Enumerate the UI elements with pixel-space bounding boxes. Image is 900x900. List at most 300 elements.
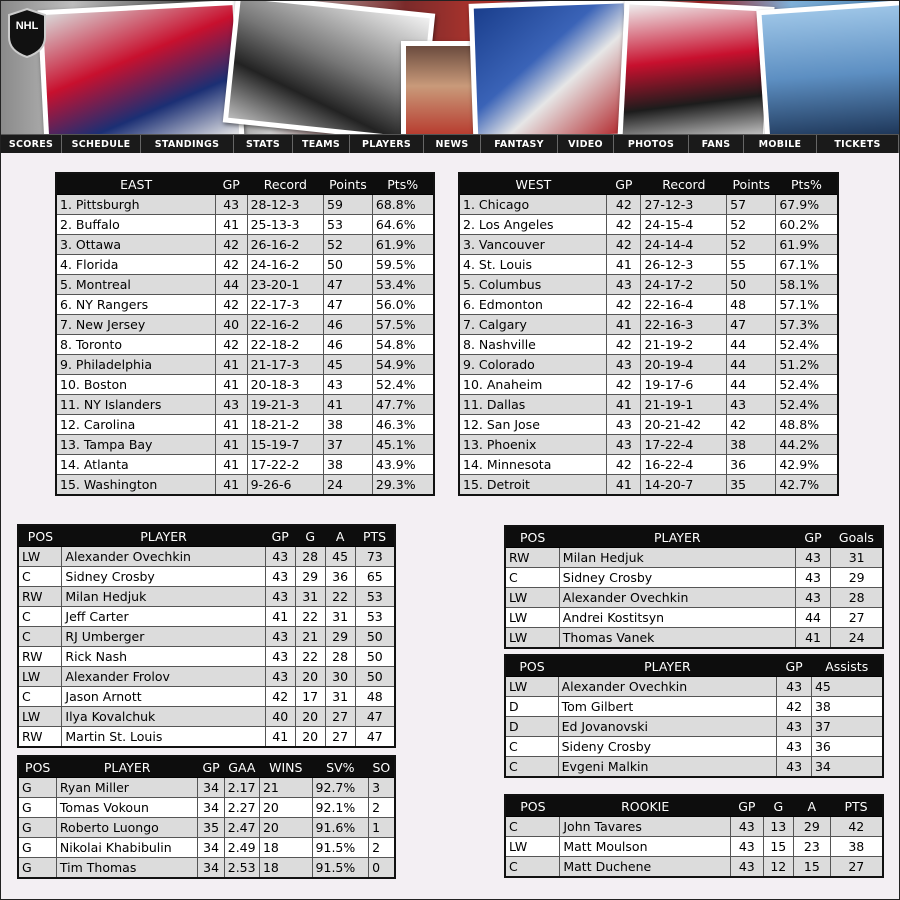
table-cell: 43 bbox=[265, 587, 295, 607]
table-cell: Matt Moulson bbox=[560, 837, 731, 857]
table-cell: Tim Thomas bbox=[56, 858, 198, 879]
table-cell: 64.6% bbox=[372, 215, 434, 235]
table-row bbox=[505, 837, 883, 857]
table-cell: 48 bbox=[355, 687, 395, 707]
points-header-pos: POS bbox=[18, 525, 62, 547]
table-cell: 61.9% bbox=[776, 235, 838, 255]
nav-fans[interactable]: FANS bbox=[689, 135, 744, 153]
table-cell: 23 bbox=[794, 837, 831, 857]
table-cell: 18 bbox=[259, 858, 312, 879]
table-cell: Ryan Miller bbox=[56, 778, 198, 798]
table-cell: 42 bbox=[607, 335, 641, 355]
table-row bbox=[18, 607, 395, 627]
points-header-pts: PTS bbox=[355, 525, 395, 547]
table-cell: 41 bbox=[265, 607, 295, 627]
nav-video[interactable]: VIDEO bbox=[558, 135, 614, 153]
table-row bbox=[505, 757, 883, 778]
table-row bbox=[18, 647, 395, 667]
west-header-pts-: Pts% bbox=[776, 173, 838, 195]
table-cell: 12. San Jose bbox=[459, 415, 607, 435]
table-row bbox=[18, 547, 395, 567]
table-cell: 50 bbox=[727, 275, 776, 295]
table-row bbox=[459, 455, 838, 475]
nav-players[interactable]: PLAYERS bbox=[350, 135, 424, 153]
west-header-gp: GP bbox=[607, 173, 641, 195]
table-cell: 34 bbox=[198, 778, 224, 798]
svg-text:NHL: NHL bbox=[15, 20, 39, 32]
table-cell: 7. New Jersey bbox=[56, 315, 215, 335]
table-cell: LW bbox=[505, 837, 560, 857]
table-row bbox=[18, 567, 395, 587]
table-cell: 46 bbox=[324, 335, 373, 355]
table-cell: 52 bbox=[324, 235, 373, 255]
table-cell: 28-12-3 bbox=[247, 195, 323, 215]
east-header-record: Record bbox=[247, 173, 323, 195]
table-cell: 34 bbox=[198, 798, 224, 818]
table-cell: LW bbox=[18, 707, 62, 727]
table-row bbox=[56, 475, 434, 496]
table-cell: 38 bbox=[727, 435, 776, 455]
table-cell: 42 bbox=[607, 295, 641, 315]
table-cell: 4. St. Louis bbox=[459, 255, 607, 275]
table-cell: 10. Boston bbox=[56, 375, 215, 395]
table-cell: 43 bbox=[777, 737, 812, 757]
nav-standings[interactable]: STANDINGS bbox=[141, 135, 234, 153]
table-cell: C bbox=[505, 737, 558, 757]
table-cell: 3 bbox=[369, 778, 395, 798]
table-cell: 43 bbox=[727, 395, 776, 415]
player-photo bbox=[469, 1, 634, 134]
nav-news[interactable]: NEWS bbox=[424, 135, 481, 153]
table-cell: C bbox=[18, 627, 62, 647]
table-row bbox=[56, 355, 434, 375]
table-cell: 2.27 bbox=[224, 798, 259, 818]
table-cell: 2 bbox=[369, 838, 395, 858]
table-cell: 42 bbox=[830, 817, 883, 837]
table-cell: 27 bbox=[325, 727, 355, 748]
nav-tickets[interactable]: TICKETS bbox=[817, 135, 899, 153]
table-cell: 42 bbox=[777, 697, 812, 717]
table-cell: 44 bbox=[215, 275, 247, 295]
table-cell: 45 bbox=[811, 677, 883, 697]
west-standings-table bbox=[458, 172, 839, 496]
table-cell: 11. NY Islanders bbox=[56, 395, 215, 415]
table-cell: 22 bbox=[295, 607, 325, 627]
table-row bbox=[18, 627, 395, 647]
table-cell: 53 bbox=[355, 607, 395, 627]
table-row bbox=[505, 737, 883, 757]
table-cell: Martin St. Louis bbox=[62, 727, 265, 748]
table-cell: Alexander Ovechkin bbox=[62, 547, 265, 567]
table-cell: 54.8% bbox=[372, 335, 434, 355]
table-row bbox=[18, 727, 395, 748]
table-cell: 54.9% bbox=[372, 355, 434, 375]
goalies-header-wins: WINS bbox=[259, 756, 312, 778]
table-cell: 42.7% bbox=[776, 475, 838, 496]
table-row bbox=[459, 335, 838, 355]
table-cell: 41 bbox=[215, 435, 247, 455]
table-cell: John Tavares bbox=[560, 817, 731, 837]
goal-leaders-table bbox=[504, 525, 884, 649]
table-cell: 13. Tampa Bay bbox=[56, 435, 215, 455]
table-cell: LW bbox=[18, 667, 62, 687]
table-cell: 29 bbox=[295, 567, 325, 587]
table-cell: Thomas Vanek bbox=[559, 628, 795, 649]
table-cell: Alexander Ovechkin bbox=[559, 588, 795, 608]
goalies-header-gaa: GAA bbox=[224, 756, 259, 778]
table-cell: 20 bbox=[295, 667, 325, 687]
table-cell: 46.3% bbox=[372, 415, 434, 435]
table-row bbox=[459, 215, 838, 235]
table-cell: 38 bbox=[811, 697, 883, 717]
table-cell: 2.47 bbox=[224, 818, 259, 838]
table-row bbox=[505, 608, 883, 628]
table-row bbox=[505, 568, 883, 588]
east-header-gp: GP bbox=[215, 173, 247, 195]
table-cell: 42 bbox=[607, 235, 641, 255]
table-row bbox=[18, 858, 395, 879]
table-cell: 18-21-2 bbox=[247, 415, 323, 435]
table-cell: 13. Phoenix bbox=[459, 435, 607, 455]
table-cell: 29 bbox=[325, 627, 355, 647]
table-cell: 55 bbox=[727, 255, 776, 275]
table-cell: 26-16-2 bbox=[247, 235, 323, 255]
table-cell: 2.49 bbox=[224, 838, 259, 858]
table-cell: 14. Atlanta bbox=[56, 455, 215, 475]
table-cell: 42 bbox=[607, 375, 641, 395]
table-cell: 22-16-2 bbox=[247, 315, 323, 335]
assists-header-player: PLAYER bbox=[558, 655, 777, 677]
west-header-west: WEST bbox=[459, 173, 607, 195]
table-cell: 44.2% bbox=[776, 435, 838, 455]
table-cell: 48.8% bbox=[776, 415, 838, 435]
table-cell: 47 bbox=[324, 295, 373, 315]
table-cell: 50 bbox=[355, 627, 395, 647]
table-cell: 42 bbox=[727, 415, 776, 435]
table-row bbox=[56, 195, 434, 215]
table-cell: 52.4% bbox=[372, 375, 434, 395]
table-cell: 41 bbox=[607, 475, 641, 496]
table-cell: 41 bbox=[795, 628, 831, 649]
table-cell: 42.9% bbox=[776, 455, 838, 475]
table-row bbox=[459, 415, 838, 435]
table-cell: 43 bbox=[324, 375, 373, 395]
table-cell: 20 bbox=[295, 707, 325, 727]
table-cell: 36 bbox=[727, 455, 776, 475]
table-cell: C bbox=[18, 567, 62, 587]
table-cell: 41 bbox=[215, 215, 247, 235]
table-cell: 61.9% bbox=[372, 235, 434, 255]
table-cell: 20-19-4 bbox=[641, 355, 727, 375]
table-cell: 67.9% bbox=[776, 195, 838, 215]
points-leaders-table bbox=[17, 524, 396, 748]
table-cell: 43 bbox=[731, 817, 764, 837]
table-cell: Jeff Carter bbox=[62, 607, 265, 627]
table-cell: 1. Chicago bbox=[459, 195, 607, 215]
table-cell: 31 bbox=[831, 548, 883, 568]
table-cell: 1. Pittsburgh bbox=[56, 195, 215, 215]
table-cell: 43 bbox=[215, 195, 247, 215]
table-cell: 52.4% bbox=[776, 375, 838, 395]
table-cell: Tomas Vokoun bbox=[56, 798, 198, 818]
table-cell: 38 bbox=[830, 837, 883, 857]
east-header-pts-: Pts% bbox=[372, 173, 434, 195]
table-cell: C bbox=[505, 757, 558, 778]
table-cell: Ilya Kovalchuk bbox=[62, 707, 265, 727]
table-cell: 5. Montreal bbox=[56, 275, 215, 295]
table-cell: 43 bbox=[265, 567, 295, 587]
table-cell: 17 bbox=[295, 687, 325, 707]
table-cell: Tom Gilbert bbox=[558, 697, 777, 717]
assists-header-gp: GP bbox=[777, 655, 812, 677]
points-header-a: A bbox=[325, 525, 355, 547]
table-cell: RJ Umberger bbox=[62, 627, 265, 647]
table-cell: 43 bbox=[607, 275, 641, 295]
table-cell: Ed Jovanovski bbox=[558, 717, 777, 737]
table-cell: 37 bbox=[324, 435, 373, 455]
table-cell: 45 bbox=[324, 355, 373, 375]
table-row bbox=[56, 295, 434, 315]
table-cell: 19-17-6 bbox=[641, 375, 727, 395]
table-cell: 17-22-4 bbox=[641, 435, 727, 455]
nav-fantasy[interactable]: FANTASY bbox=[481, 135, 558, 153]
table-cell: 43.9% bbox=[372, 455, 434, 475]
table-cell: 4. Florida bbox=[56, 255, 215, 275]
table-cell: 57.3% bbox=[776, 315, 838, 335]
table-cell: 15 bbox=[794, 857, 831, 878]
rookies-header-a: A bbox=[794, 795, 831, 817]
table-row bbox=[18, 667, 395, 687]
table-cell: 41 bbox=[215, 375, 247, 395]
table-cell: 68.8% bbox=[372, 195, 434, 215]
table-row bbox=[56, 395, 434, 415]
table-row bbox=[56, 235, 434, 255]
table-cell: 24-17-2 bbox=[641, 275, 727, 295]
table-cell: 42 bbox=[607, 455, 641, 475]
table-cell: 2. Buffalo bbox=[56, 215, 215, 235]
table-cell: 91.5% bbox=[312, 838, 369, 858]
table-cell: G bbox=[18, 798, 56, 818]
table-cell: 20 bbox=[295, 727, 325, 748]
goalies-header-so: SO bbox=[369, 756, 395, 778]
table-cell: Sideny Crosby bbox=[558, 737, 777, 757]
table-cell: 43 bbox=[731, 857, 764, 878]
table-cell: 3. Vancouver bbox=[459, 235, 607, 255]
east-standings-table bbox=[55, 172, 435, 496]
table-cell: 41 bbox=[607, 315, 641, 335]
table-row bbox=[18, 587, 395, 607]
table-cell: 41 bbox=[607, 255, 641, 275]
table-cell: 9. Colorado bbox=[459, 355, 607, 375]
table-cell: 27-12-3 bbox=[641, 195, 727, 215]
table-cell: 28 bbox=[831, 588, 883, 608]
player-photo bbox=[756, 1, 899, 134]
table-cell: 50 bbox=[355, 667, 395, 687]
table-cell: 38 bbox=[324, 415, 373, 435]
nav-stats[interactable]: STATS bbox=[234, 135, 293, 153]
table-cell: 37 bbox=[811, 717, 883, 737]
table-row bbox=[505, 857, 883, 878]
table-cell: 22 bbox=[295, 647, 325, 667]
table-cell: Evgeni Malkin bbox=[558, 757, 777, 778]
table-cell: 19-21-3 bbox=[247, 395, 323, 415]
table-row bbox=[56, 435, 434, 455]
table-cell: 42 bbox=[607, 215, 641, 235]
table-cell: 29.3% bbox=[372, 475, 434, 496]
table-row bbox=[56, 255, 434, 275]
table-cell: 14. Minnesota bbox=[459, 455, 607, 475]
table-row bbox=[505, 697, 883, 717]
goalie-leaders-table bbox=[17, 755, 396, 879]
table-cell: 35 bbox=[198, 818, 224, 838]
table-cell: Rick Nash bbox=[62, 647, 265, 667]
table-cell: D bbox=[505, 697, 558, 717]
table-cell: 46 bbox=[324, 315, 373, 335]
table-cell: 21-19-1 bbox=[641, 395, 727, 415]
table-cell: 41 bbox=[265, 727, 295, 748]
table-row bbox=[18, 798, 395, 818]
player-photo bbox=[37, 1, 244, 134]
table-row bbox=[56, 275, 434, 295]
table-row bbox=[56, 315, 434, 335]
points-header-g: G bbox=[295, 525, 325, 547]
nav-scores[interactable]: SCORES bbox=[1, 135, 62, 153]
table-row bbox=[18, 838, 395, 858]
table-cell: C bbox=[18, 607, 62, 627]
table-cell: 38 bbox=[324, 455, 373, 475]
table-cell: 9-26-6 bbox=[247, 475, 323, 496]
table-cell: LW bbox=[18, 547, 62, 567]
table-cell: Andrei Kostitsyn bbox=[559, 608, 795, 628]
table-cell: 67.1% bbox=[776, 255, 838, 275]
table-cell: 43 bbox=[265, 647, 295, 667]
table-cell: 16-22-4 bbox=[641, 455, 727, 475]
table-cell: LW bbox=[505, 608, 559, 628]
table-row bbox=[56, 415, 434, 435]
table-cell: 21 bbox=[259, 778, 312, 798]
table-row bbox=[505, 588, 883, 608]
table-row bbox=[505, 548, 883, 568]
table-cell: 43 bbox=[731, 837, 764, 857]
table-cell: C bbox=[18, 687, 62, 707]
table-cell: 22-16-4 bbox=[641, 295, 727, 315]
table-cell: 40 bbox=[265, 707, 295, 727]
table-cell: 59 bbox=[324, 195, 373, 215]
table-cell: 47 bbox=[355, 707, 395, 727]
table-cell: 45.1% bbox=[372, 435, 434, 455]
table-cell: 15-19-7 bbox=[247, 435, 323, 455]
table-cell: 27 bbox=[830, 857, 883, 878]
table-cell: 50 bbox=[355, 647, 395, 667]
goalies-header-pos: POS bbox=[18, 756, 56, 778]
table-cell: 47 bbox=[324, 275, 373, 295]
table-cell: 34 bbox=[198, 838, 224, 858]
table-cell: 13 bbox=[763, 817, 793, 837]
table-cell: C bbox=[505, 817, 560, 837]
table-cell: 20 bbox=[259, 798, 312, 818]
goals-header-pos: POS bbox=[505, 526, 559, 548]
table-cell: 41 bbox=[215, 475, 247, 496]
goals-header-player: PLAYER bbox=[559, 526, 795, 548]
table-cell: 2 bbox=[369, 798, 395, 818]
table-cell: Milan Hedjuk bbox=[559, 548, 795, 568]
table-cell: 21-19-2 bbox=[641, 335, 727, 355]
table-cell: 53.4% bbox=[372, 275, 434, 295]
nav-teams[interactable]: TEAMS bbox=[293, 135, 350, 153]
table-cell: 15. Washington bbox=[56, 475, 215, 496]
table-cell: 40 bbox=[215, 315, 247, 335]
table-cell: 43 bbox=[777, 677, 812, 697]
table-cell: Matt Duchene bbox=[560, 857, 731, 878]
table-cell: 22-18-2 bbox=[247, 335, 323, 355]
nav-mobile[interactable]: MOBILE bbox=[744, 135, 817, 153]
rookies-header-pts: PTS bbox=[830, 795, 883, 817]
table-cell: 43 bbox=[607, 415, 641, 435]
table-cell: 23-20-1 bbox=[247, 275, 323, 295]
table-row bbox=[459, 235, 838, 255]
table-row bbox=[459, 355, 838, 375]
table-cell: 43 bbox=[795, 548, 831, 568]
table-cell: 27 bbox=[831, 608, 883, 628]
table-cell: G bbox=[18, 858, 56, 879]
table-cell: 27 bbox=[325, 707, 355, 727]
table-cell: 43 bbox=[777, 717, 812, 737]
table-cell: 56.0% bbox=[372, 295, 434, 315]
table-cell: Nikolai Khabibulin bbox=[56, 838, 198, 858]
table-cell: G bbox=[18, 838, 56, 858]
table-row bbox=[459, 275, 838, 295]
table-cell: 43 bbox=[795, 568, 831, 588]
table-cell: 22 bbox=[325, 587, 355, 607]
table-cell: D bbox=[505, 717, 558, 737]
table-row bbox=[56, 215, 434, 235]
nav-schedule[interactable]: SCHEDULE bbox=[62, 135, 141, 153]
nav-photos[interactable]: PHOTOS bbox=[614, 135, 689, 153]
table-cell: 91.6% bbox=[312, 818, 369, 838]
table-cell: 41 bbox=[215, 415, 247, 435]
table-cell: 26-12-3 bbox=[641, 255, 727, 275]
table-cell: 44 bbox=[727, 335, 776, 355]
table-cell: 18 bbox=[259, 838, 312, 858]
table-row bbox=[18, 687, 395, 707]
table-cell: 43 bbox=[265, 667, 295, 687]
table-cell: 43 bbox=[265, 627, 295, 647]
table-row bbox=[18, 707, 395, 727]
table-cell: 31 bbox=[325, 687, 355, 707]
table-row bbox=[459, 315, 838, 335]
table-cell: 31 bbox=[295, 587, 325, 607]
table-cell: 22-16-3 bbox=[641, 315, 727, 335]
table-cell: Alexander Frolov bbox=[62, 667, 265, 687]
table-row bbox=[459, 475, 838, 496]
table-cell: 42 bbox=[265, 687, 295, 707]
table-cell: 6. NY Rangers bbox=[56, 295, 215, 315]
table-cell: Alexander Ovechkin bbox=[558, 677, 777, 697]
table-cell: 92.1% bbox=[312, 798, 369, 818]
table-cell: 12. Carolina bbox=[56, 415, 215, 435]
table-cell: 50 bbox=[324, 255, 373, 275]
table-cell: LW bbox=[505, 677, 558, 697]
table-cell: 51.2% bbox=[776, 355, 838, 375]
table-row bbox=[459, 295, 838, 315]
table-cell: 44 bbox=[727, 355, 776, 375]
player-photo bbox=[617, 1, 774, 134]
table-row bbox=[459, 255, 838, 275]
table-cell: 10. Anaheim bbox=[459, 375, 607, 395]
table-cell: 31 bbox=[325, 607, 355, 627]
table-row bbox=[459, 395, 838, 415]
goalies-header-player: PLAYER bbox=[56, 756, 198, 778]
